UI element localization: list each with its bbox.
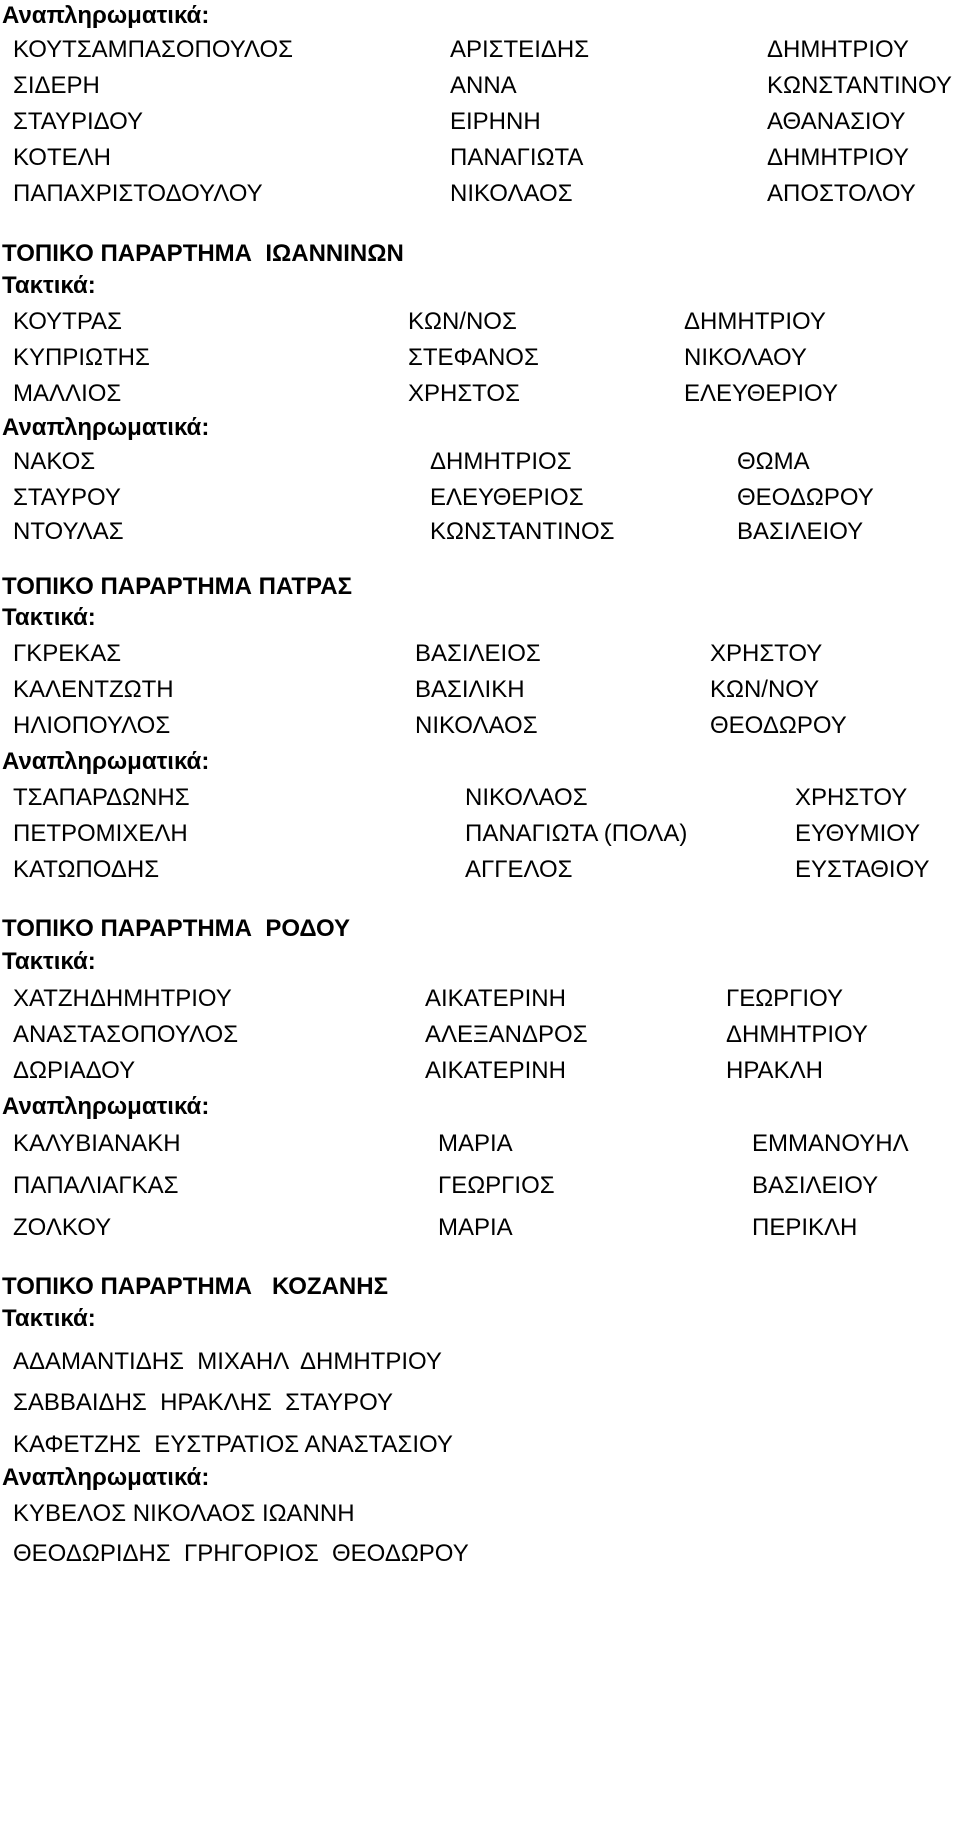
surname-cell: ΠΑΠΑΛΙΑΓΚΑΣ [13,1172,179,1199]
father-name-cell: ΒΑΣΙΛΕΙΟΥ [752,1172,879,1199]
father-name-cell: ΕΥΘΥΜΙΟΥ [795,820,921,847]
first-name-cell: ΑΓΓΕΛΟΣ [465,856,573,883]
father-name-cell: ΘΕΟΔΩΡΟΥ [710,712,847,739]
father-name-cell: ΗΡΑΚΛΗ [726,1057,823,1084]
surname-cell: ΠΑΠΑΧΡΙΣΤΟΔΟΥΛΟΥ [13,180,263,207]
first-name-cell: ΑΛΕΞΑΝΔΡΟΣ [425,1021,588,1048]
surname-cell: ΧΑΤΖΗΔΗΜΗΤΡΙΟΥ [13,985,232,1012]
first-name-cell: ΜΑΡΙΑ [438,1130,513,1157]
list-label: Τακτικά: [2,272,96,299]
father-name-cell: ΕΛΕΥΘΕΡΙΟΥ [684,380,838,407]
list-label: Αναπληρωματικά: [2,748,210,775]
first-name-cell: ΚΩΝΣΤΑΝΤΙΝΟΣ [430,518,615,545]
section-heading: ΤΟΠΙΚΟ ΠΑΡΑΡΤΗΜΑ ΚΟΖΑΝΗΣ [2,1273,388,1300]
first-name-cell: ΣΤΕΦΑΝΟΣ [408,344,539,371]
father-name-cell: ΔΗΜΗΤΡΙΟΥ [684,308,826,335]
member-line: ΘΕΟΔΩΡΙΔΗΣ ΓΡΗΓΟΡΙΟΣ ΘΕΟΔΩΡΟΥ [13,1540,469,1567]
section-heading: ΤΟΠΙΚΟ ΠΑΡΑΡΤΗΜΑ ΡΟΔΟΥ [2,915,350,942]
list-label: Αναπληρωματικά: [2,2,210,29]
first-name-cell: ΑΝΝΑ [450,72,517,99]
first-name-cell: ΧΡΗΣΤΟΣ [408,380,520,407]
first-name-cell: ΝΙΚΟΛΑΟΣ [465,784,588,811]
surname-cell: ΚΑΛΥΒΙΑΝΑΚΗ [13,1130,181,1157]
surname-cell: ΣΤΑΥΡΙΔΟΥ [13,108,144,135]
first-name-cell: ΕΛΕΥΘΕΡΙΟΣ [430,484,584,511]
father-name-cell: ΔΗΜΗΤΡΙΟΥ [726,1021,868,1048]
surname-cell: ΜΑΛΛΙΟΣ [13,380,122,407]
surname-cell: ΓΚΡΕΚΑΣ [13,640,122,667]
surname-cell: ΑΝΑΣΤΑΣΟΠΟΥΛΟΣ [13,1021,239,1048]
surname-cell: ΠΕΤΡΟΜΙΧΕΛΗ [13,820,188,847]
member-line: ΚΑΦΕΤΖΗΣ ΕΥΣΤΡΑΤΙΟΣ ΑΝΑΣΤΑΣΙΟΥ [13,1431,453,1458]
surname-cell: ΣΤΑΥΡΟΥ [13,484,121,511]
surname-cell: ΤΣΑΠΑΡΔΩΝΗΣ [13,784,190,811]
first-name-cell: ΑΙΚΑΤΕΡΙΝΗ [425,985,566,1012]
first-name-cell: ΒΑΣΙΛΕΙΟΣ [415,640,541,667]
first-name-cell: ΕΙΡΗΝΗ [450,108,541,135]
surname-cell: ΚΟΥΤΣΑΜΠΑΣΟΠΟΥΛΟΣ [13,36,293,63]
surname-cell: ΚΟΤΕΛΗ [13,144,111,171]
father-name-cell: ΚΩΝ/ΝΟΥ [710,676,820,703]
father-name-cell: ΕΥΣΤΑΘΙΟΥ [795,856,930,883]
surname-cell: ΚΟΥΤΡΑΣ [13,308,122,335]
father-name-cell: ΘΩΜΑ [737,448,810,475]
member-line: ΑΔΑΜΑΝΤΙΔΗΣ ΜΙΧΑΗΛ ΔΗΜΗΤΡΙΟΥ [13,1348,442,1375]
surname-cell: ΚΥΠΡΙΩΤΗΣ [13,344,150,371]
surname-cell: ΚΑΛΕΝΤΖΩΤΗ [13,676,174,703]
first-name-cell: ΔΗΜΗΤΡΙΟΣ [430,448,572,475]
first-name-cell: ΝΙΚΟΛΑΟΣ [450,180,573,207]
first-name-cell: ΚΩΝ/ΝΟΣ [408,308,517,335]
surname-cell: ΗΛΙΟΠΟΥΛΟΣ [13,712,171,739]
father-name-cell: ΓΕΩΡΓΙΟΥ [726,985,843,1012]
father-name-cell: ΝΙΚΟΛΑΟΥ [684,344,807,371]
father-name-cell: ΑΘΑΝΑΣΙΟΥ [767,108,906,135]
father-name-cell: ΘΕΟΔΩΡΟΥ [737,484,874,511]
surname-cell: ΖΟΛΚΟΥ [13,1214,112,1241]
father-name-cell: ΧΡΗΣΤΟΥ [795,784,908,811]
surname-cell: ΝΤΟΥΛΑΣ [13,518,124,545]
member-line: ΚΥΒΕΛΟΣ ΝΙΚΟΛΑΟΣ ΙΩΑΝΝΗ [13,1500,355,1527]
father-name-cell: ΚΩΝΣΤΑΝΤΙΝΟΥ [767,72,952,99]
section-heading: ΤΟΠΙΚΟ ΠΑΡΑΡΤΗΜΑ ΠΑΤΡΑΣ [2,573,352,600]
father-name-cell: ΠΕΡΙΚΛΗ [752,1214,858,1241]
first-name-cell: ΝΙΚΟΛΑΟΣ [415,712,538,739]
list-label: Αναπληρωματικά: [2,414,210,441]
first-name-cell: ΑΙΚΑΤΕΡΙΝΗ [425,1057,566,1084]
father-name-cell: ΑΠΟΣΤΟΛΟΥ [767,180,916,207]
first-name-cell: ΠΑΝΑΓΙΩΤΑ (ΠΟΛΑ) [465,820,688,847]
first-name-cell: ΒΑΣΙΛΙΚΗ [415,676,525,703]
surname-cell: ΔΩΡΙΑΔΟΥ [13,1057,136,1084]
father-name-cell: ΧΡΗΣΤΟΥ [710,640,823,667]
member-line: ΣΑΒΒΑΙΔΗΣ ΗΡΑΚΛΗΣ ΣΤΑΥΡΟΥ [13,1389,394,1416]
first-name-cell: ΑΡΙΣΤΕΙΔΗΣ [450,36,590,63]
first-name-cell: ΓΕΩΡΓΙΟΣ [438,1172,555,1199]
surname-cell: ΝΑΚΟΣ [13,448,96,475]
father-name-cell: ΔΗΜΗΤΡΙΟΥ [767,144,909,171]
father-name-cell: ΒΑΣΙΛΕΙΟΥ [737,518,864,545]
father-name-cell: ΕΜΜΑΝΟΥΗΛ [752,1130,909,1157]
list-label: Τακτικά: [2,948,96,975]
surname-cell: ΣΙΔΕΡΗ [13,72,100,99]
father-name-cell: ΔΗΜΗΤΡΙΟΥ [767,36,909,63]
list-label: Αναπληρωματικά: [2,1093,210,1120]
list-label: Αναπληρωματικά: [2,1464,210,1491]
section-heading: ΤΟΠΙΚΟ ΠΑΡΑΡΤΗΜΑ ΙΩΑΝΝΙΝΩΝ [2,240,404,267]
first-name-cell: ΠΑΝΑΓΙΩΤΑ [450,144,584,171]
list-label: Τακτικά: [2,604,96,631]
first-name-cell: ΜΑΡΙΑ [438,1214,513,1241]
surname-cell: ΚΑΤΩΠΟΔΗΣ [13,856,160,883]
list-label: Τακτικά: [2,1305,96,1332]
